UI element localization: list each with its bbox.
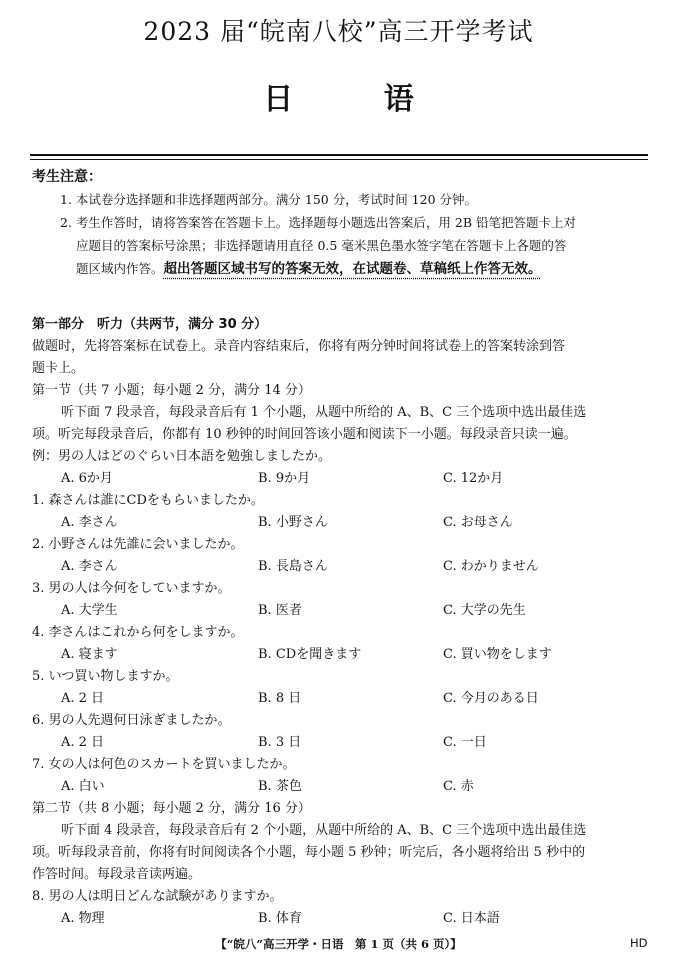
footer-code: HD <box>630 936 648 950</box>
example-option-c: C. 12か月 <box>443 471 504 486</box>
section2-instruction-line3: 作答时间。每段录音读两遍。 <box>32 867 202 882</box>
question-2-option-c: C. わかりません <box>443 559 539 574</box>
notice-item-2-line2: 应题目的答案标号涂黑；非选择题请用直径 0.5 毫米黑色墨水签字笔在答题卡上各题的答 <box>76 238 567 253</box>
notice-item-2-line3 <box>60 257 650 281</box>
example-option-b: B. 9か月 <box>258 471 311 486</box>
section1-instruction-line1: 听下面 7 段录音，每段录音后有 1 个小题，从题中所给的 A、B、C 三个选项中选出最佳选 <box>61 405 587 420</box>
question-1: 1. 森さんは誰にCDをもらいましたか。 <box>32 493 264 508</box>
section2-heading: 第二节（共 8 小题；每小题 2 分，满分 16 分） <box>32 801 311 816</box>
question-6-option-c: C. 一日 <box>443 735 487 750</box>
question-7-option-b: B. 茶色 <box>258 779 302 794</box>
question-8-option-a: A. 物理 <box>61 911 105 926</box>
question-4-option-a: A. 寝ます <box>61 647 118 662</box>
notice-heading: 考生注意： <box>32 169 102 185</box>
notice-item-2 <box>60 211 650 281</box>
question-1-option-a: A. 李さん <box>61 515 118 530</box>
question-2-option-a: A. 李さん <box>61 559 118 574</box>
question-5-option-b: B. 8 日 <box>258 691 302 706</box>
question-3-option-c: C. 大学の先生 <box>443 603 526 618</box>
question-4: 4. 李さんはこれから何をしますか。 <box>32 625 244 640</box>
question-4-option-b: B. CDを聞きます <box>258 647 362 662</box>
question-2-option-b: B. 長島さん <box>258 559 328 574</box>
notice-item-2-line1: 2. 考生作答时，请将答案答在答题卡上。选择题每小题选出答案后，用 2B 铅笔把答题卡上对 <box>60 215 576 230</box>
section2-instruction-line1: 听下面 4 段录音，每段录音后有 2 个小题，从题中所给的 A、B、C 三个选项中选出最佳选 <box>61 823 587 838</box>
part1-intro-line2: 题卡上。 <box>32 361 85 376</box>
part1-intro-line1: 做题时，先将答案标在试卷上。录音内容结束后，你将有两分钟时间将试卷上的答案转涂到答 <box>32 339 566 354</box>
notice-warning: 超出答题区域书写的答案无效，在试题卷、草稿纸上作答无效。 <box>163 261 542 277</box>
question-6-option-a: A. 2 日 <box>61 735 105 750</box>
section1-instruction-line2: 项。听完每段录音后，你都有 10 秒钟的时间回答该小题和阅读下一小题。每段录音只读一遍。 <box>32 427 577 442</box>
divider-thin <box>30 159 648 160</box>
question-7-option-a: A. 白い <box>61 779 105 794</box>
example-question: 例：男の人はどのぐらい日本語を勉強しましたか。 <box>32 449 332 464</box>
question-1-option-b: B. 小野さん <box>258 515 328 530</box>
question-3: 3. 男の人は今何をしていますか。 <box>32 581 231 596</box>
question-2: 2. 小野さんは先誰に会いましたか。 <box>32 537 244 552</box>
question-5-option-c: C. 今月のある日 <box>443 691 539 706</box>
exam-title: 2023 届“皖南八校”高三开学考试 <box>143 17 534 46</box>
part1-heading: 第一部分 听力（共两节，满分 30 分） <box>32 317 268 332</box>
section2-instruction-line2: 项。听每段录音前，你将有时间阅读各个小题，每小题 5 秒钟；听完后，各小题将给出 5 秒中的 <box>32 845 586 860</box>
question-4-option-c: C. 買い物をします <box>443 647 552 662</box>
question-6-option-b: B. 3 日 <box>258 735 302 750</box>
subject-title: 日 语 <box>263 82 454 117</box>
divider-thick <box>30 154 648 156</box>
question-1-option-c: C. お母さん <box>443 515 513 530</box>
page-footer: 【“皖八”高三开学・日语 第 1 页（共 6 页）】 <box>215 937 462 951</box>
notice-item-2-line3a: 题区域内作答。 <box>76 261 164 276</box>
question-3-option-b: B. 医者 <box>258 603 302 618</box>
notice-item-1: 1. 本试卷分选择题和非选择题两部分。满分 150 分，考试时间 120 分钟。 <box>60 192 478 207</box>
question-3-option-a: A. 大学生 <box>61 603 118 618</box>
question-8: 8. 男の人は明日どんな試験がありますか。 <box>32 889 283 904</box>
section1-heading: 第一节（共 7 小题；每小题 2 分，满分 14 分） <box>32 383 311 398</box>
question-8-option-b: B. 体育 <box>258 911 302 926</box>
question-7-option-c: C. 赤 <box>443 779 474 794</box>
question-7: 7. 女の人は何色のスカートを買いましたか。 <box>32 757 296 772</box>
question-5-option-a: A. 2 日 <box>61 691 105 706</box>
question-6: 6. 男の人先週何日泳ぎましたか。 <box>32 713 231 728</box>
example-option-a: A. 6か月 <box>61 471 113 486</box>
question-8-option-c: C. 日本語 <box>443 911 500 926</box>
question-5: 5. いつ買い物しますか。 <box>32 669 179 684</box>
